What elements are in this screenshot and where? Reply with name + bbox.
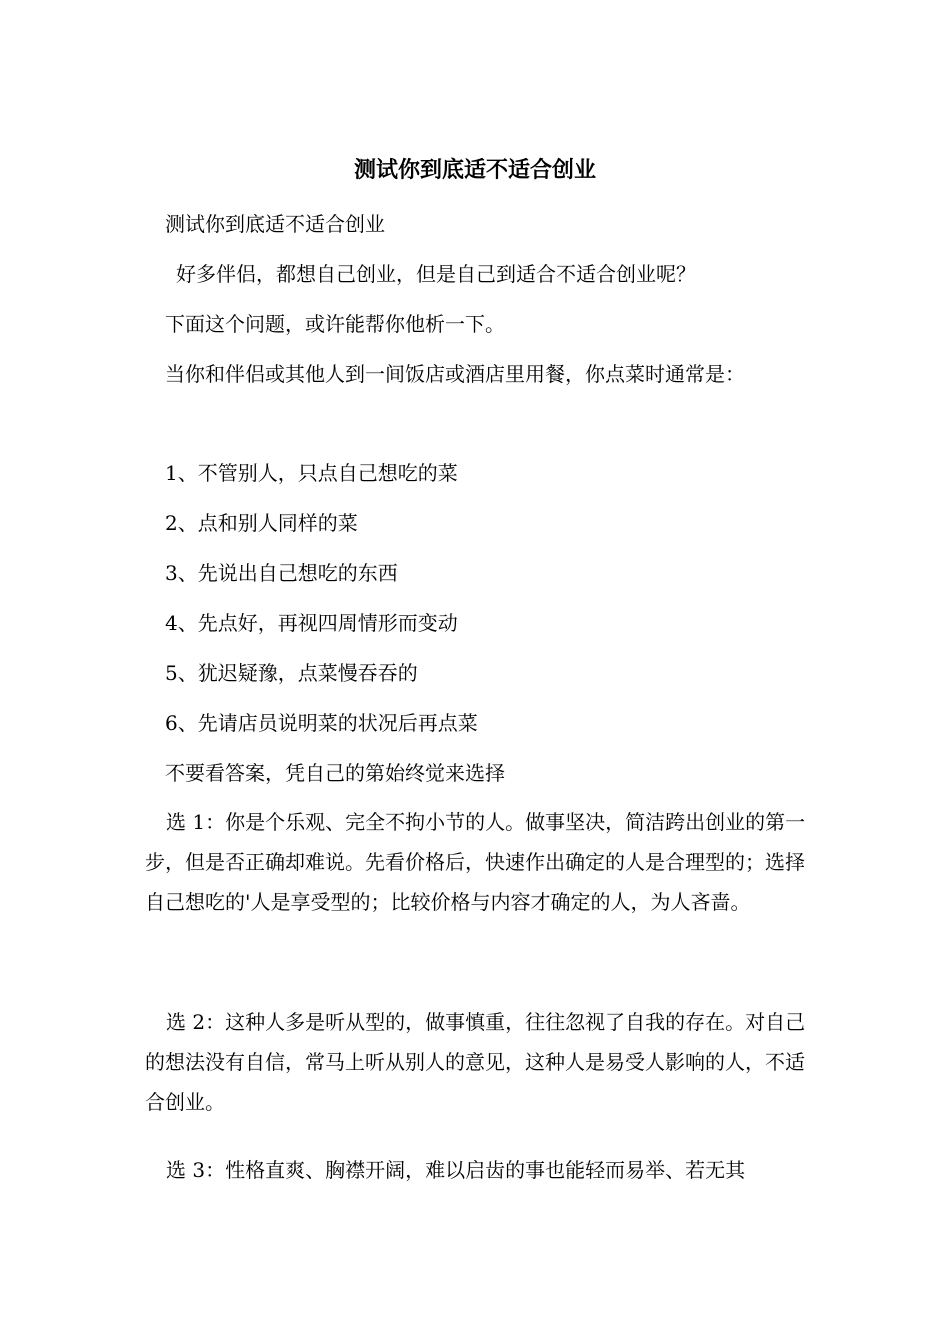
option-4: 4、先点好，再视四周情形而变动 (165, 611, 458, 635)
instruction-line: 不要看答案，凭自己的第始终觉来选择 (165, 761, 505, 785)
subtitle-line: 测试你到底适不适合创业 (165, 212, 385, 236)
answer-paragraph-3: 选 3：性格直爽、胸襟开阔，难以启齿的事也能轻而易举、若无其 (166, 1158, 746, 1182)
option-5: 5、犹迟疑豫，点菜慢吞吞的 (165, 661, 418, 685)
document-title: 测试你到底适不适合创业 (353, 157, 596, 183)
intro-line-2: 下面这个问题，或许能帮你他析一下。 (165, 312, 505, 336)
option-6: 6、先请店员说明菜的状况后再点菜 (165, 711, 478, 735)
option-3: 3、先说出自己想吃的东西 (165, 561, 398, 585)
question-line: 当你和伴侣或其他人到一间饭店或酒店里用餐，你点菜时通常是： (165, 362, 745, 386)
answer-paragraph-1: 选 1：你是个乐观、完全不拘小节的人。做事坚决，简洁跨出创业的第一步，但是否正确却难说。先看价格后，快速作出确定的人是合理型的；选择自己想吃的'人是享受型的；比较价格与内容才确定的人，为人吝啬。 (145, 810, 806, 914)
option-1: 1、不管别人，只点自己想吃的菜 (165, 461, 458, 485)
answer-paragraph-2: 选 2：这种人多是听从型的，做事慎重，往往忽视了自我的存在。对自己的想法没有自信，常马上听从别人的意见，这种人是易受人影响的人，不适合创业。 (145, 1010, 806, 1114)
option-2: 2、点和别人同样的菜 (165, 511, 358, 535)
intro-line-1: 好多伴侣，都想自己创业，但是自己到适合不适合创业呢？ (176, 262, 696, 286)
